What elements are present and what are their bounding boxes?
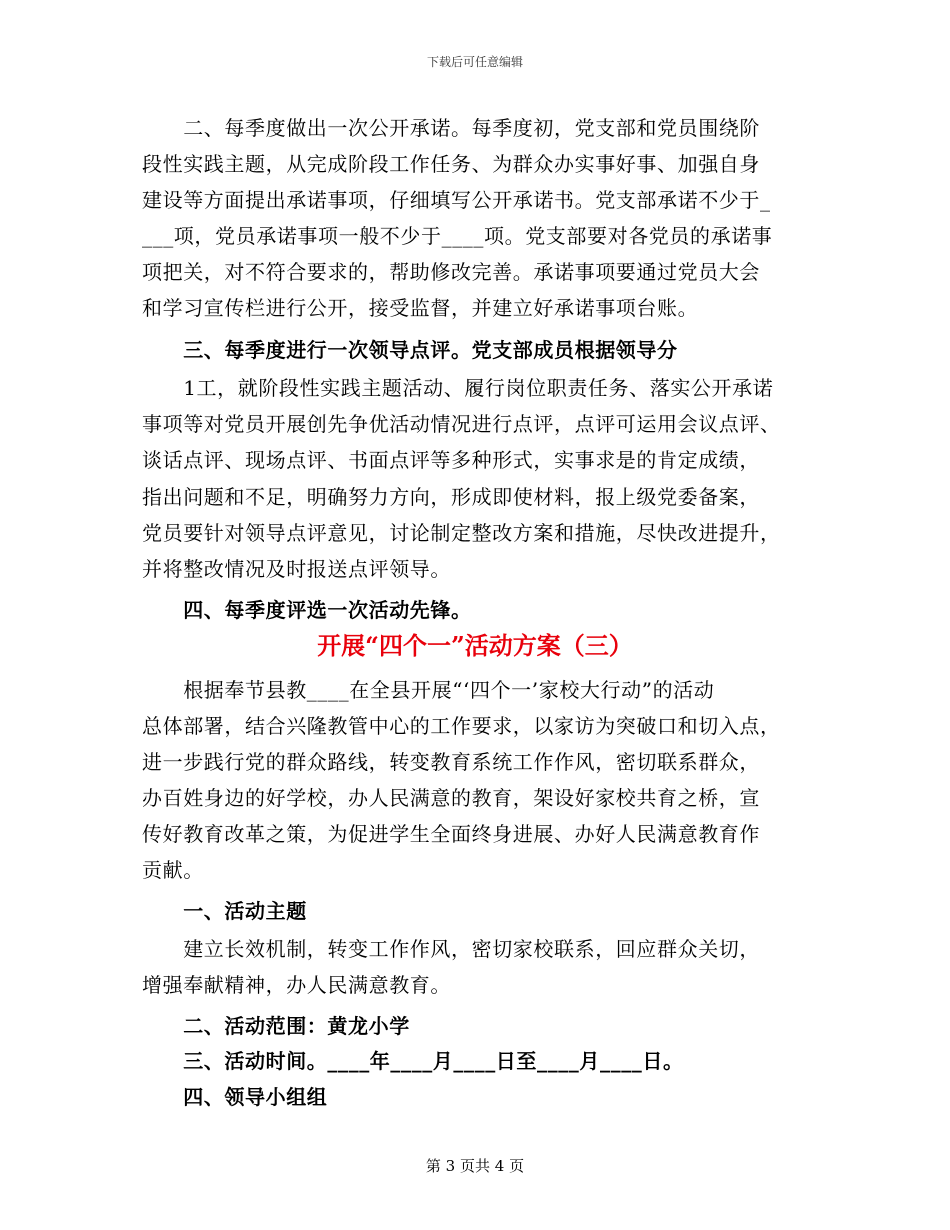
paragraph-line: 根据奉节县教____在全县开展“‘四个一’家校大行动”的活动 xyxy=(142,678,715,702)
paragraph-line: 总体部署，结合兴隆教管中心的工作要求，以家访为突破口和切入点， xyxy=(142,714,781,738)
paragraph-line: ___项，党员承诺事项一般不少于____项。党支部要对各党员的承诺事 xyxy=(142,224,773,248)
section-heading: 三、活动时间。____年____月____日至____月____日。 xyxy=(142,1049,684,1073)
section-heading: 四、每季度评选一次活动先锋。 xyxy=(142,598,472,622)
section-heading: 二、活动范围：黄龙小学 xyxy=(142,1014,410,1038)
section-heading: 三、每季度进行一次领导点评。党支部成员根据领导分 xyxy=(142,338,678,362)
section-heading: 一、活动主题 xyxy=(142,899,307,923)
paragraph-line: 进一步践行党的群众路线，转变教育系统工作作风，密切联系群众， xyxy=(142,750,760,774)
paragraph-line: 建立长效机制，转变工作作风，密切家校联系，回应群众关切， xyxy=(142,937,760,961)
paragraph-line: 指出问题和不足，明确努力方向，形成即使材料，报上级党委备案， xyxy=(142,485,760,509)
section-heading: 四、领导小组组 xyxy=(142,1085,328,1109)
paragraph-line: 1工，就阶段性实践主题活动、履行岗位职责任务、落实公开承诺 xyxy=(142,376,774,400)
paragraph-line: 党员要针对领导点评意见，讨论制定整改方案和措施，尽快改进提升， xyxy=(142,521,781,545)
paragraph-line: 传好教育改革之策，为促进学生全面终身进展、办好人民满意教育作 xyxy=(142,822,760,846)
paragraph-line: 并将整改情况及时报送点评领导。 xyxy=(142,557,451,581)
page-header: 下载后可任意编辑 xyxy=(426,55,523,69)
paragraph-line: 项把关，对不符合要求的，帮助修改完善。承诺事项要通过党员大会 xyxy=(142,260,760,284)
paragraph-line: 二、每季度做出一次公开承诺。每季度初，党支部和党员围绕阶 xyxy=(142,116,760,140)
document-title: 开展“四个一”活动方案（三） xyxy=(317,631,633,660)
paragraph-line: 建设等方面提出承诺事项，仔细填写公开承诺书。党支部承诺不少于_ xyxy=(142,188,771,212)
paragraph-line: 事项等对党员开展创先争优活动情况进行点评，点评可运用会议点评、 xyxy=(142,412,781,436)
paragraph-line: 贡献。 xyxy=(142,858,204,882)
page-footer: 第 3 页共 4 页 xyxy=(425,1157,525,1175)
paragraph-line: 增强奉献精神，办人民满意教育。 xyxy=(142,973,451,997)
paragraph-line: 谈话点评、现场点评、书面点评等多种形式，实事求是的肯定成绩， xyxy=(142,448,760,472)
paragraph-line: 办百姓身边的好学校，办人民满意的教育，架设好家校共育之桥，宣 xyxy=(142,786,760,810)
paragraph-line: 段性实践主题，从完成阶段工作任务、为群众办实事好事、加强自身 xyxy=(142,152,760,176)
paragraph-line: 和学习宣传栏进行公开，接受监督，并建立好承诺事项台账。 xyxy=(142,296,699,320)
